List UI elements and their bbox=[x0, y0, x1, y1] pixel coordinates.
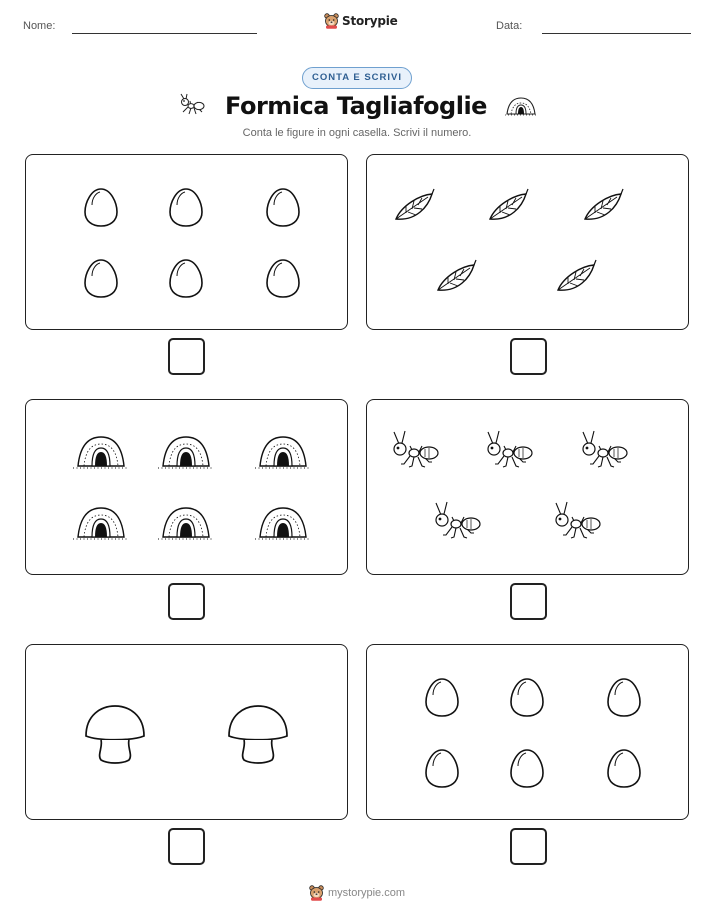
egg-icon bbox=[511, 679, 543, 716]
instructions: Conta le figure in ogni casella. Scrivi il numero. bbox=[242, 127, 472, 139]
ant-icon bbox=[556, 502, 600, 538]
egg-icon bbox=[170, 189, 202, 226]
panel-illustration bbox=[26, 155, 349, 331]
answer-box-4[interactable] bbox=[510, 583, 547, 620]
ant-icon bbox=[583, 431, 627, 467]
ant-icon bbox=[177, 93, 207, 119]
egg-icon bbox=[511, 750, 543, 787]
mushroom-icon bbox=[229, 706, 287, 763]
egg-icon bbox=[85, 260, 117, 297]
footer-url: mystorypie.com bbox=[327, 887, 406, 899]
bear-logo-icon bbox=[324, 13, 339, 29]
leaf-icon bbox=[585, 189, 623, 219]
name-label: Nome: bbox=[23, 20, 56, 32]
answer-box-2[interactable] bbox=[510, 338, 547, 375]
anthill-icon bbox=[158, 508, 214, 539]
answer-box-6[interactable] bbox=[510, 828, 547, 865]
panel-illustration bbox=[367, 400, 690, 576]
date-label: Data: bbox=[496, 20, 523, 32]
answer-box-5[interactable] bbox=[168, 828, 205, 865]
panel-illustration bbox=[26, 645, 349, 821]
footer bbox=[0, 885, 714, 901]
leaf-icon bbox=[438, 260, 476, 290]
egg-icon bbox=[426, 750, 458, 787]
anthill-icon bbox=[505, 95, 537, 117]
count-panel-6 bbox=[366, 644, 689, 820]
leaf-icon bbox=[558, 260, 596, 290]
count-panel-2 bbox=[366, 154, 689, 330]
anthill-icon bbox=[158, 437, 214, 468]
brand-logo bbox=[324, 13, 398, 29]
panel-illustration bbox=[367, 645, 690, 821]
date-field-line[interactable] bbox=[542, 33, 691, 34]
ant-icon bbox=[436, 502, 480, 538]
egg-icon bbox=[85, 189, 117, 226]
brand-name: Storypie bbox=[342, 14, 398, 28]
leaf-icon bbox=[396, 189, 434, 219]
anthill-icon bbox=[255, 437, 311, 468]
answer-box-3[interactable] bbox=[168, 583, 205, 620]
leaf-icon bbox=[490, 189, 528, 219]
mushroom-icon bbox=[86, 706, 144, 763]
egg-icon bbox=[608, 750, 640, 787]
name-field-line[interactable] bbox=[72, 33, 257, 34]
egg-icon bbox=[426, 679, 458, 716]
activity-badge: CONTA E SCRIVI bbox=[302, 67, 412, 89]
egg-icon bbox=[170, 260, 202, 297]
ant-icon bbox=[394, 431, 438, 467]
egg-icon bbox=[608, 679, 640, 716]
anthill-icon bbox=[73, 508, 129, 539]
anthill-icon bbox=[255, 508, 311, 539]
egg-icon bbox=[267, 189, 299, 226]
panel-illustration bbox=[367, 155, 690, 331]
count-panel-3 bbox=[25, 399, 348, 575]
count-panel-4 bbox=[366, 399, 689, 575]
answer-box-1[interactable] bbox=[168, 338, 205, 375]
bear-logo-icon bbox=[309, 885, 324, 901]
count-panel-5 bbox=[25, 644, 348, 820]
page-title: Formica Tagliafoglie bbox=[225, 92, 487, 120]
anthill-icon bbox=[73, 437, 129, 468]
panel-illustration bbox=[26, 400, 349, 576]
ant-icon bbox=[488, 431, 532, 467]
egg-icon bbox=[267, 260, 299, 297]
count-panel-1 bbox=[25, 154, 348, 330]
title-row bbox=[0, 92, 714, 120]
